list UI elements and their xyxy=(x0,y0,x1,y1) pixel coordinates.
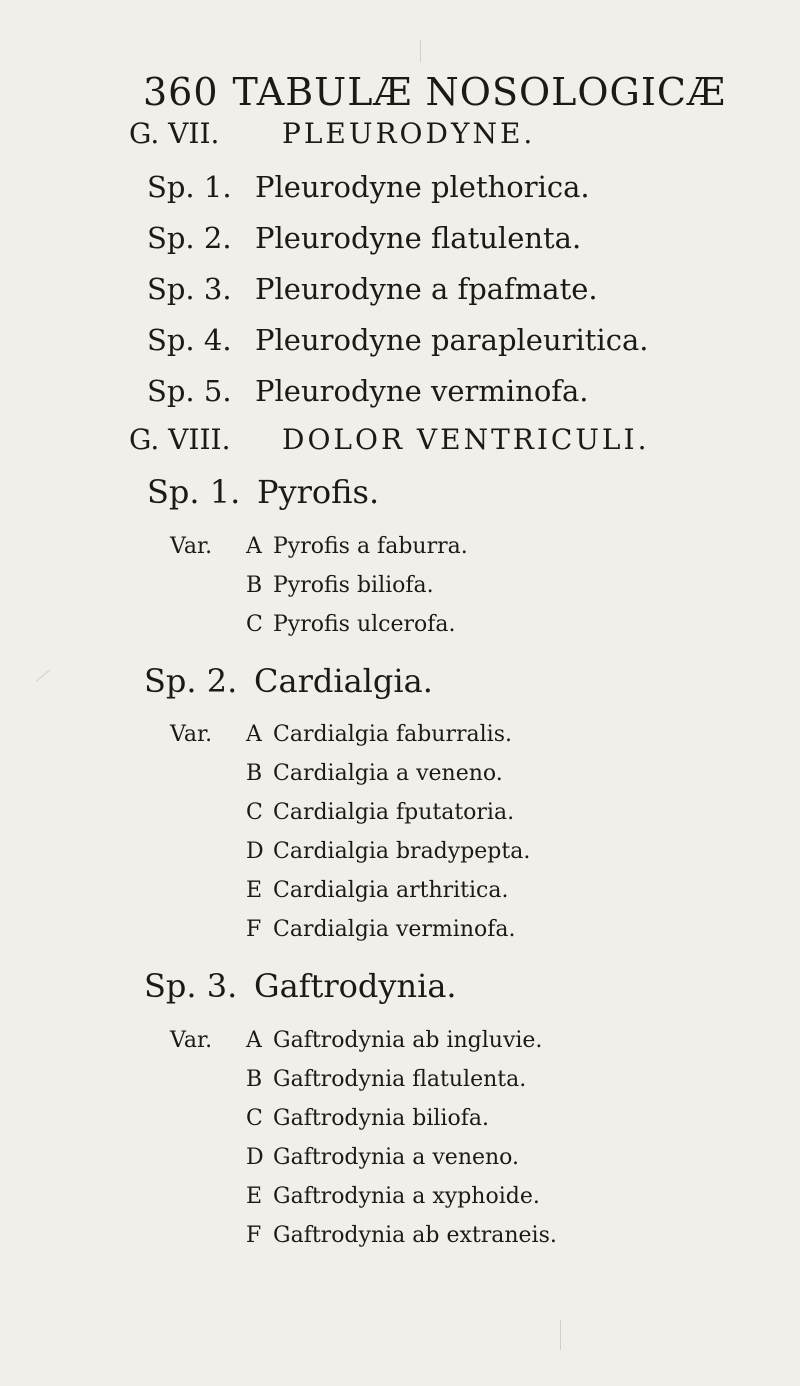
species-number: Sp. 4. xyxy=(147,323,232,357)
variety-letter: C xyxy=(246,1106,263,1131)
variety-entry xyxy=(246,575,434,597)
species-entry xyxy=(144,662,433,700)
species-entry xyxy=(144,967,457,1005)
variety-entry xyxy=(246,1225,557,1247)
paper-speck xyxy=(420,40,421,62)
variety-name: Cardialgia bradypepta. xyxy=(273,839,531,864)
species-entry xyxy=(147,323,649,357)
variety-name: Cardialgia fputatoria. xyxy=(273,800,515,825)
genus-number: G. VIII. xyxy=(129,423,231,456)
variety-name: Cardialgia arthritica. xyxy=(273,878,509,903)
variety-letter: E xyxy=(246,1184,263,1209)
species-name: Gaftrodynia. xyxy=(254,967,457,1005)
species-entry xyxy=(147,221,582,255)
species-number: Sp. 5. xyxy=(147,374,232,408)
variety-entry xyxy=(246,763,503,785)
variety-letter: B xyxy=(246,761,263,786)
species-name: Pleurodyne a fpafmate. xyxy=(255,272,598,306)
running-title: TABULÆ NOSOLOGICÆ xyxy=(232,70,726,114)
species-number: Sp. 3. xyxy=(144,967,238,1005)
paper-speck xyxy=(36,669,50,681)
variety-letter: D xyxy=(246,839,264,864)
variety-name: Pyrofis a faburra. xyxy=(273,534,468,559)
variety-name: Cardialgia faburralis. xyxy=(273,722,512,747)
variety-label: Var. xyxy=(170,722,213,747)
paper-speck xyxy=(560,1320,561,1350)
variety-name: Pyrofis ulcerofa. xyxy=(273,612,456,637)
variety-name: Gaftrodynia a xyphoide. xyxy=(273,1184,540,1209)
variety-letter: C xyxy=(246,800,263,825)
species-number: Sp. 2. xyxy=(144,662,238,700)
variety-letter: B xyxy=(246,1067,263,1092)
species-number: Sp. 1. xyxy=(147,170,232,204)
variety-name: Gaftrodynia flatulenta. xyxy=(273,1067,527,1092)
species-number: Sp. 3. xyxy=(147,272,232,306)
variety-entry xyxy=(246,802,514,824)
variety-entry xyxy=(170,536,468,558)
variety-name: Cardialgia verminofa. xyxy=(273,917,516,942)
variety-entry xyxy=(246,919,516,941)
variety-letter: F xyxy=(246,1223,262,1248)
running-header xyxy=(143,70,726,114)
genus-heading xyxy=(129,117,536,150)
variety-letter: B xyxy=(246,573,263,598)
species-entry xyxy=(147,272,598,306)
species-name: Pleurodyne plethorica. xyxy=(255,170,590,204)
species-entry xyxy=(147,473,380,511)
variety-label: Var. xyxy=(170,534,213,559)
variety-letter: D xyxy=(246,1145,264,1170)
species-name: Cardialgia. xyxy=(254,662,433,700)
variety-entry xyxy=(246,880,508,902)
species-name: Pleurodyne verminofa. xyxy=(255,374,589,408)
species-name: Pleurodyne flatulenta. xyxy=(255,221,582,255)
variety-letter: A xyxy=(246,722,262,747)
page-number: 360 xyxy=(143,70,219,114)
variety-entry xyxy=(246,1069,526,1091)
variety-entry xyxy=(246,1186,540,1208)
variety-letter: F xyxy=(246,917,262,942)
species-name: Pleurodyne parapleuritica. xyxy=(255,323,649,357)
variety-name: Gaftrodynia ab ingluvie. xyxy=(273,1028,543,1053)
species-number: Sp. 2. xyxy=(147,221,232,255)
species-number: Sp. 1. xyxy=(147,473,241,511)
variety-label: Var. xyxy=(170,1028,213,1053)
variety-name: Gaftrodynia a veneno. xyxy=(273,1145,520,1170)
species-name: Pyrofis. xyxy=(257,473,380,511)
genus-name: DOLOR VENTRICULI. xyxy=(282,423,650,456)
genus-name: PLEURODYNE. xyxy=(282,117,536,150)
variety-name: Cardialgia a veneno. xyxy=(273,761,503,786)
variety-entry xyxy=(246,614,456,636)
species-entry xyxy=(147,170,590,204)
genus-number: G. VII. xyxy=(129,117,220,150)
variety-letter: A xyxy=(246,1028,262,1053)
species-entry xyxy=(147,374,589,408)
variety-letter: C xyxy=(246,612,263,637)
variety-entry xyxy=(246,1147,519,1169)
variety-entry xyxy=(170,724,512,746)
variety-entry xyxy=(246,1108,489,1130)
variety-entry xyxy=(246,841,530,863)
variety-letter: A xyxy=(246,534,262,559)
variety-entry xyxy=(170,1030,542,1052)
variety-name: Gaftrodynia biliofa. xyxy=(273,1106,489,1131)
genus-heading xyxy=(129,423,650,456)
variety-letter: E xyxy=(246,878,263,903)
variety-name: Gaftrodynia ab extraneis. xyxy=(273,1223,557,1248)
variety-name: Pyrofis biliofa. xyxy=(273,573,434,598)
